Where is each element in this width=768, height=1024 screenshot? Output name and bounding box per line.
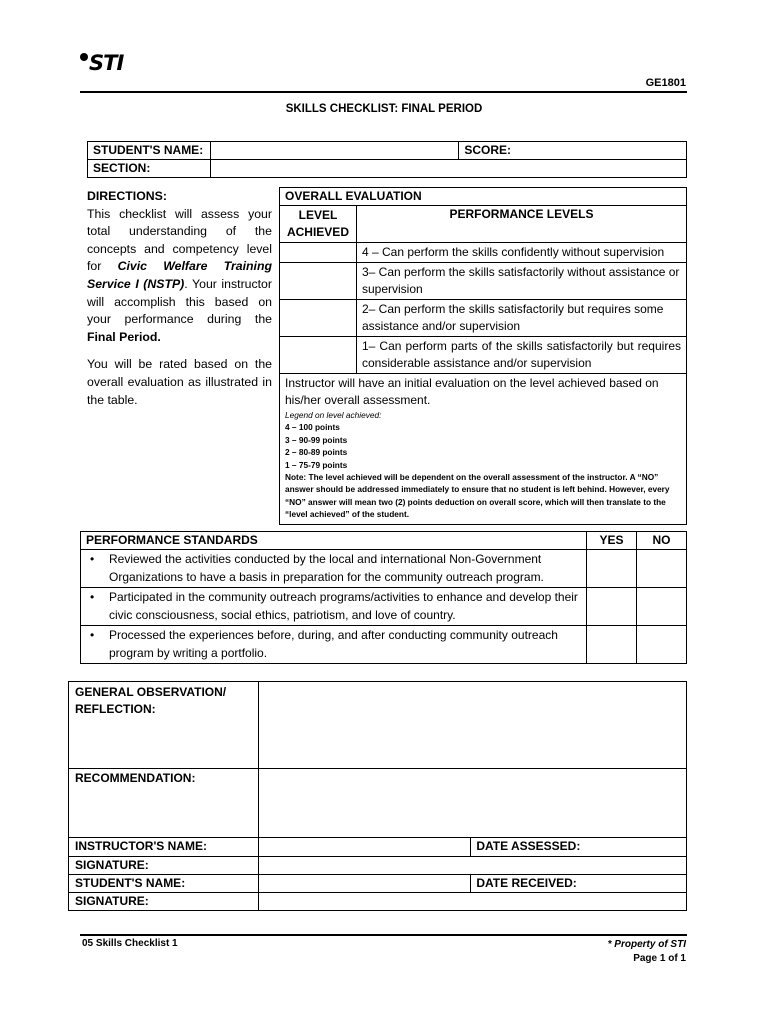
standard-yes-box[interactable] [587,588,637,626]
standard-no-box[interactable] [637,550,687,588]
legend-note: Note: The level achieved will be dependent on the overall assessment of the instructor. A “NO” answer should be addressed immediately to ensure that no student is left behind. However, every “NO” answer will mean two (2) points deduction on overall score, which will then translate to the “level achieved” of the student. [285,472,670,520]
directions-paragraph-1: This checklist will assess your total understanding of the concepts and competency level for Civic Welfare Training Service I (NSTP). Your instructor will accomplish this based on your performance during the Final Period. [87,206,272,344]
no-header: NO [637,532,687,550]
standard-text: • Participated in the community outreach programs/activities to enhance and develop their civic consciousness, social ethics, patriotism, and love of country. [85,589,582,624]
directions [87,188,272,419]
performance-levels-header: PERFORMANCE LEVELS [356,206,686,243]
student-info-table [87,141,687,178]
recommendation-field[interactable] [258,769,686,838]
recommendation-label: RECOMMENDATION: [69,769,259,838]
footer-rule [80,934,687,936]
footer-property: * Property of STI [607,939,686,950]
observation-table [68,681,687,911]
instructor-name-field[interactable] [258,838,470,857]
level-2-text: 2– Can perform the skills satisfactorily but requires some assistance and/or supervision [356,300,686,337]
legend-item: 2 – 80-89 points [285,447,348,458]
general-observation-label: GENERAL OBSERVATION/ REFLECTION: [69,682,259,769]
legend-item: 3 – 90-99 points [285,434,348,445]
standard-row [81,550,587,588]
student-signature-field[interactable] [258,893,686,911]
directions-paragraph-2: You will be rated based on the overall evaluation as illustrated in the table. [87,357,272,407]
sti-logo [80,50,132,76]
standard-yes-box[interactable] [587,550,637,588]
page-title: SKILLS CHECKLIST: FINAL PERIOD [285,103,483,115]
directions-heading: DIRECTIONS: [87,189,167,203]
course-name: Civic Welfare Training Service I (NSTP) [87,259,272,291]
footer-doc-name: 05 Skills Checklist 1 [82,938,178,949]
header-rule [80,91,687,93]
instructor-note: Instructor will have an initial evaluation on the level achieved based on his/her overall assessment. [285,376,659,407]
level-3-box[interactable] [280,263,357,300]
standard-text: • Processed the experiences before, during, and after conducting community outreach program by writing a portfolio. [85,627,582,662]
general-observation-field[interactable] [258,682,686,769]
section-field[interactable] [210,160,686,178]
logo-mark-icon [80,53,88,61]
instructor-legend-cell [280,374,687,525]
section-label: SECTION: [88,160,211,178]
legend-item: 1 – 75-79 points [285,459,348,470]
standards-heading: PERFORMANCE STANDARDS [81,532,587,550]
student-name-field-2[interactable] [258,875,470,893]
level-legend [280,409,686,524]
level-achieved-header: LEVEL ACHIEVED [280,206,357,243]
legend-item: 4 – 100 points [285,422,340,433]
level-1-text: 1– Can perform parts of the skills satisfactorily but requires considerable assistance and/or supervision [356,337,686,374]
instructor-name-label: INSTRUCTOR'S NAME: [69,838,259,857]
period-name: Final Period. [87,329,161,344]
footer-page-number: Page 1 of 1 [633,953,686,964]
standard-no-box[interactable] [637,626,687,664]
yes-header: YES [587,532,637,550]
standard-row [81,588,587,626]
instructor-signature-field[interactable] [258,857,686,875]
performance-standards-table [80,531,687,664]
level-2-box[interactable] [280,300,357,337]
overall-evaluation-heading: OVERALL EVALUATION [280,188,687,206]
overall-evaluation-table [279,187,687,525]
level-1-box[interactable] [280,337,357,374]
level-4-box[interactable] [280,243,357,263]
course-code: GE1801 [645,77,686,89]
logo-text: STI [89,51,124,75]
standard-row [81,626,587,664]
level-4-text: 4 – Can perform the skills confidently without supervision [356,243,686,263]
student-signature-label: SIGNATURE: [69,893,259,911]
standard-text: • Reviewed the activities conducted by the local and international Non-Government Organizations to have a basis in preparation for the community outreach program. [85,551,582,586]
date-assessed-label: DATE ASSESSED: [471,838,687,857]
standard-no-box[interactable] [637,588,687,626]
footer-right [608,938,686,966]
instructor-signature-label: SIGNATURE: [69,857,259,875]
standard-yes-box[interactable] [587,626,637,664]
level-3-text: 3– Can perform the skills satisfactorily without assistance or supervision [356,263,686,300]
date-received-label: DATE RECEIVED: [471,875,687,893]
score-label: SCORE: [459,142,687,160]
student-name-field[interactable] [210,142,458,160]
student-name-label-2: STUDENT'S NAME: [69,875,259,893]
legend-title: Legend on level achieved: [285,410,382,420]
student-name-label: STUDENT'S NAME: [88,142,211,160]
